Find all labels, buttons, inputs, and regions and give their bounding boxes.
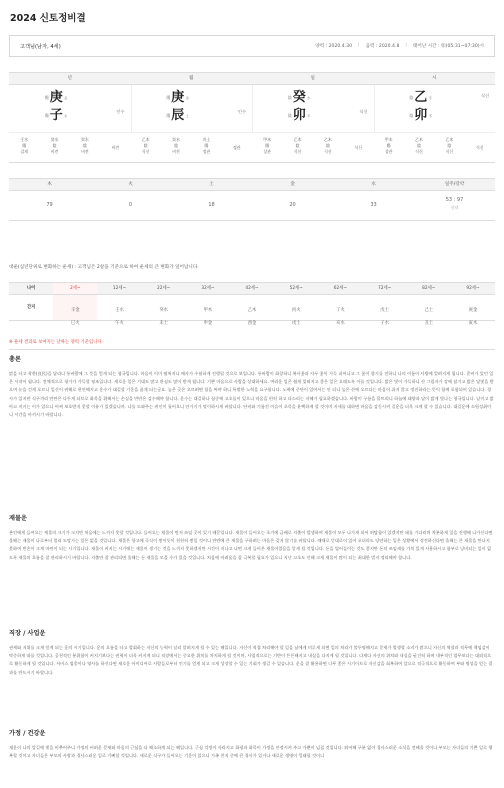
gan-branch: 巳火: [70, 321, 80, 326]
hidden-yinyang: 陰: [417, 143, 421, 148]
gan-stem: 乙木: [247, 308, 257, 313]
hidden-ten-god: 식신: [415, 149, 423, 154]
hidden-stem-cell: [282, 133, 312, 162]
section-family-health: [9, 728, 495, 760]
five-elements-table: [9, 178, 495, 221]
element-label: 土: [185, 114, 189, 118]
element-label: 水: [306, 96, 311, 100]
column-divider: [374, 85, 375, 132]
element-label: 木: [306, 114, 311, 118]
daeun-gan: [407, 295, 451, 326]
daeun-note: 대운(십년단위로 변화하는 운세) : 고객님은 2살을 기준으로 하여 운세의 큰 변화가 일어납니다.: [9, 265, 199, 270]
section-general: [9, 349, 495, 419]
gan-branch: 寅木: [468, 321, 478, 326]
birth-meta: [315, 43, 484, 49]
hidden-group-day: [252, 133, 374, 162]
daeun-age: 12세~: [112, 286, 127, 291]
section-heading: 재물운: [9, 515, 27, 522]
yinyang-label: 陰: [288, 95, 292, 100]
ten-god-label: 인수: [116, 109, 125, 114]
hidden-ten-god: 비견: [81, 149, 89, 154]
hidden-stem-char: 甲木: [263, 137, 272, 142]
earthly-branch: [288, 109, 310, 122]
pillar-header-year: 년: [67, 76, 72, 81]
hidden-yinyang: 陰: [82, 143, 87, 148]
hidden-ten-god: 식신: [293, 149, 302, 154]
gan-stem: 甲木: [203, 308, 213, 313]
daeun-age: 42세~: [245, 286, 259, 291]
strength-label: 신약: [450, 205, 459, 210]
meta-separator: |: [405, 43, 407, 48]
solar-date: 음력 : 2020.4.8: [365, 44, 400, 49]
gan-branch: 未土: [159, 321, 168, 326]
hidden-group-month: [131, 133, 253, 162]
section-heading: 가정 / 건강운: [9, 730, 46, 737]
day-strength: [414, 191, 495, 220]
element-value-earth: 18: [208, 202, 215, 208]
element-label: 水: [63, 114, 68, 118]
hidden-group-year: [9, 133, 131, 162]
gan-branch: 戌土: [291, 321, 301, 326]
hidden-stem-cell: [404, 133, 434, 162]
daeun-gan: [451, 295, 495, 326]
heavenly-stem: [410, 91, 432, 104]
branch-char: 辰: [171, 108, 185, 123]
meta-separator: |: [358, 43, 360, 48]
hidden-yinyang: 陽: [265, 143, 270, 148]
hidden-stem-cell: [434, 133, 464, 162]
branch-char: 卯: [292, 108, 306, 123]
hidden-stem-char: 甲木: [384, 137, 393, 142]
element-label: 金: [185, 96, 189, 100]
section-body: 맑을 타고 착한(良民)을 달리니 통바람에 그 뜻을 얻게 되는 형국입니다. 마음이 이미 펼쳐지니 매사가 수월하게 진행될 것으로 보입니다. 통바람이 화창하니 복사꽃과 자두 꽃이 가득 피어나고 그 꽃이 향기를 전하니 나의 이름이 사방에 알려지게 됩니다. 준비가 있던 일은 시작이 됩니다. 전체적으로 평가가 가득할 핑조입니다. 새로운 일은 기대도 많고 관심도 많이 받게 됩니다. 기쁜 마음으로 사람을 상대하세요. 여러운 일은 쉽게 잊혀지고 좋은 일은 오래도록 이를 것입니다. 밝은 빛이 가득하니 산 그림자가 강에 잠기고 밝은 달빛을 받으며 눈을 걷게 오르니 일신이 귀해로 편안해지고 운수가 대길할 기운을 품게 되는군요. 높은 곳은 오르려면 힘을 써야 하니 특별한 노력을 요구합니다. 노력에 중단이 있어서는 안 되니 높은 산에 오르다는 마음이 쉬지 않고 정진하라는 뜻이 함께 포함되어 있습니다. 경사가 있지만 식구끼리 만만은 다투게 되므로 화목을 위해서는 손실을 만만은 감수해야 합니다. 운수는 대길하나 심중에 고초를이 있으니 마음을 편히 하고 다스리는 지혜가 필요하겠습니다. 바람이 구름을 몰트리니 하늘에 태양과 달이 밝게 빛나는 형국입니다. 날이고 밝아고 지키는 이가 있으니 어찌 보호받지 못할 이유가 있겠습니까. 나를 도와주는 귀인이 틀어오니 안가기가 망이하시게 바랍니다. 단비와 기름진 이슬이 초목을 윤택하게 할 것이며 지세를 대하면 마음을 감동시켜 길운을 더욱 크게 할 수 있습니다. 대길운에 소원성취이니 시간을 아끼시기 바랍니다.: [9, 371, 494, 418]
hidden-yinyang: 陰: [447, 143, 452, 148]
pillar-hour: [374, 85, 496, 132]
stem-char: 癸: [292, 90, 306, 105]
hidden-yinyang: 陽: [22, 143, 27, 148]
daeun-age-row: [9, 283, 495, 295]
hidden-summary: 식신: [354, 145, 363, 150]
stem-char: 乙: [414, 90, 428, 105]
hidden-yinyang: 陰: [143, 143, 148, 148]
daeun-age-label: 나이: [26, 286, 36, 291]
yinyang-label: 陰: [409, 95, 414, 100]
hidden-ten-god: 상관: [384, 149, 393, 154]
element-label: 木: [428, 96, 432, 100]
branch-char: 子: [49, 108, 63, 123]
hidden-ten-god: 정관: [202, 149, 211, 154]
heavenly-stem: [167, 91, 189, 104]
daeun-gan: [186, 295, 230, 326]
hidden-yinyang: 陰: [295, 143, 300, 148]
section-body: 권세와 지위를 크게 얻게 되는 운의 시기입니다. 운의 흐름을 타고 발휘하는 자신의 능력이 널리 알려지게 될 수 있는 해입니다. 자신이 직접 처리해야 할 일을 남에게 미루게 되면 일의 처리가 불투명해지고 문제가 발생할 소지가 많으니 자신의 역할과 직무에 책임감이 막중하게 따를 것입니다. 공천적인 분위함이 커지기보다는 권력이 더욱 커지게 되니 직장에서는 중요한 위치를 차지하게 될 것이며, 사업적으로는 기반이 튼튼해지고 내실을 다지게 될 것입니다. 다재다 자신의 위치와 내실을 굳건히 하며 내부적인 업무보다는 대외적으로 활동하게 될 것입니다. 서비스 업종이나 영사를 하신다면 새로운 아이디어로 사람들로부터 인기를 얻게 되고 크게 성장할 수 있는 기회가 생길 수 있습니다. 운을 잘 활용하면 너무 좋은 시기이므로 자신감을 회복하여 앞으로 적극적으로 활동하여 부와 명성을 얻는 결과를 만드시기 바랍니다.: [9, 645, 493, 675]
hidden-stems-row: [9, 133, 495, 163]
hidden-stem-char: 癸水: [172, 137, 180, 142]
pillar-month: [131, 85, 253, 132]
hidden-stem-cell: [39, 133, 69, 162]
hidden-yinyang: 陽: [386, 143, 391, 148]
hidden-yinyang: 陰: [174, 143, 178, 148]
hidden-stem-char: 癸水: [50, 137, 59, 142]
daeun-age: 72세~: [377, 286, 392, 291]
hidden-ten-god: 겁재: [20, 149, 28, 154]
gan-stem: 壬水: [115, 308, 124, 313]
gan-branch: 丑土: [424, 321, 434, 326]
hidden-ten-god: 비견: [50, 149, 59, 154]
daeun-age: 22세~: [157, 286, 171, 291]
section-body: 본인에게 들어오는 재물의 크기가 크지만 처음에는 느끼지 못할 것입니다. 들어오는 재물이 먼저 쓰임 곳이 있기 때문입니다. 재물이 들어오는 초기에 금배로 지출이 발생하여 재물이 모두 나가게 되어 허탈함이 있겠지만 돼를 기다리며 차분하게 일을 진행해 나가신다면 올해는 재물이 나로부터 멀리 도망가는 일은 없을 것입니다. 재물은 항고에 곡식이 쌓이듯이 천천히 쌓일 것이니 만만에 큰 재물을 구하려는 마음은 갖지 않기를 바랍니다. 때때로 뜻대로이 있어 오더라도 당연하는 일은 상황에서 정진하신다면 올해는 큰 재물을 만나지 못하여 빈손이 크게 마련이 되는 시기입니다. 재물이 커지는 시기에는 재물이 생기는 것을 느끼지 못하겠지만 시간이 지나고 나면 크게 들어온 재물이었음을 알게 될 것입니다. 돈을 빌어들이는 것도 좋지만 돈의 쓰임새를 가치 있게 사용하시고 함부로 낭비되는 일이 없도록 재물의 흐름을 잘 관리하시기 바랍니다. 지출만 잘 관리되면 올해는 돈 재물을 모을 수가 있을 것입니다. 처음에 어려움을 잘 극복할 필요가 있으니 지난 고초도 인해 크게 재물이 많이 되는 최대한 벌지 정리해야 합니다.: [9, 530, 493, 560]
daeun-gan: [97, 295, 141, 326]
daeun-age: 62세~: [333, 286, 348, 291]
pillar-day: [252, 85, 374, 132]
element-header-water: 水: [371, 182, 376, 187]
hidden-stem-char: 乙木: [293, 137, 302, 142]
yinyang-label: 陽: [166, 113, 171, 118]
element-value-metal: 20: [289, 202, 296, 208]
hidden-stem-cell: [70, 133, 100, 162]
pillars-header: [9, 73, 495, 85]
daeun-gan-label: 간지: [26, 305, 36, 310]
daeun-gan: [53, 295, 97, 326]
element-header-fire: 火: [128, 182, 133, 187]
element-label: 木: [428, 114, 432, 118]
hidden-ten-god: 식신: [324, 149, 332, 154]
element-header-strength: 일주/강약: [444, 182, 465, 187]
ten-god-label: 인수: [237, 109, 246, 114]
daeun-gan-row: [9, 295, 495, 326]
element-value-fire: 0: [128, 202, 133, 208]
branch-char: 卯: [414, 108, 428, 123]
daeun-gan: [230, 295, 274, 326]
section-career: [9, 628, 495, 677]
daeun-age: 92세~: [466, 286, 480, 291]
gan-stem: 己土: [424, 308, 434, 313]
gan-stem: 癸水: [159, 308, 168, 313]
gan-stem: 辛金: [70, 308, 80, 313]
page-title: 2024 신토정비결: [10, 13, 86, 24]
hidden-stem-cell: [313, 133, 343, 162]
hidden-stem-cell: [161, 133, 191, 162]
gan-stem: 丙火: [291, 308, 301, 313]
hidden-ten-god: 식신: [445, 149, 454, 154]
yinyang-label: 陰: [288, 113, 292, 118]
hidden-stem-cell: [252, 133, 282, 162]
daeun-gan: [363, 295, 407, 326]
hidden-stem-char: 乙木: [141, 137, 150, 142]
element-value-water: 33: [370, 202, 377, 208]
ten-god-label: 식신: [359, 109, 368, 114]
hidden-stem-char: 乙木: [415, 137, 423, 142]
hidden-ten-god: 상관: [263, 149, 271, 154]
section-wealth: [9, 513, 495, 562]
pillar-year: [9, 85, 131, 132]
hidden-stem-char: 癸水: [81, 137, 89, 142]
yinyang-label: 陽: [45, 113, 49, 118]
hidden-yinyang: 陰: [325, 143, 330, 148]
earthly-branch: [45, 109, 67, 122]
section-body: 재운이 나의 앞길에 빛을 비추어주니 가정의 어려운 문제와 마음의 근심을 다 해소하게 되는 해입니다. 근심 걱정이 사라지고 화평과 화목이 가정을 안정시켜 주고 가뿐이 넘칠 것입니다. 뛰어해 구분 없이 경사스러운 소식을 전해올 것이니 부모는 자녀들의 기쁜 일로 행복할 것이고 자녀들은 부모의 사랑과 경사스러운 일로 기뻐할 것입니다. 새로운 식구가 들어오는 기운이 있으니 가족 친지 중에 큰 경사가 있거나 새로운 생명이 잉태될 것이니: [9, 745, 493, 759]
daeun-age: 82세~: [422, 286, 436, 291]
element-header-wood: 木: [47, 182, 52, 187]
section-heading: 총론: [9, 356, 21, 363]
earthly-branch: [410, 109, 432, 122]
gan-stem: 庚金: [468, 308, 478, 313]
gan-branch: 亥水: [336, 321, 345, 326]
daeun-table: [9, 282, 495, 326]
gan-branch: 酉金: [247, 321, 257, 326]
hidden-yinyang: 陽: [204, 143, 209, 148]
pillar-header-day: 일: [310, 76, 315, 81]
yinyang-label: 陽: [166, 95, 171, 100]
hidden-summary: 비견: [111, 145, 120, 150]
hidden-stem-cell: [374, 133, 404, 162]
heavenly-stem: [45, 91, 67, 104]
column-divider: [131, 85, 132, 132]
element-header-metal: 金: [290, 182, 295, 187]
pillar-header-month: 월: [189, 76, 194, 81]
pillar-header-hour: 시: [432, 76, 437, 81]
section-heading: 직장 / 사업운: [9, 630, 46, 637]
stem-char: 庚: [171, 90, 185, 105]
hidden-yinyang: 陰: [52, 143, 57, 148]
earthly-branch: [167, 109, 189, 122]
customer-name: 고객님(남자, 4세): [20, 43, 61, 50]
daeun-age: 32세~: [201, 286, 215, 291]
elements-values: [9, 191, 495, 221]
gan-branch: 午火: [115, 321, 124, 326]
hidden-stem-char: 乙木: [445, 137, 454, 142]
customer-info-bar: [9, 35, 495, 57]
hidden-stem-cell: [9, 133, 39, 162]
hidden-summary: 정관: [233, 145, 241, 150]
daeun-gan: [318, 295, 362, 326]
hidden-stem-cell: [191, 133, 221, 162]
gan-stem: 戊土: [380, 308, 389, 313]
ten-god-label: 식신: [480, 93, 489, 98]
hidden-ten-god: 식신: [141, 149, 150, 154]
yinyang-label: 陽: [45, 95, 49, 100]
element-label: 金: [63, 96, 68, 100]
heavenly-stem: [288, 91, 310, 104]
pillars-body: [9, 85, 495, 133]
column-divider: [252, 85, 253, 132]
lunar-date: 양력 : 2020.4.30: [315, 44, 352, 49]
four-pillars-table: [9, 72, 495, 163]
strength-ratio: 53 : 97: [445, 197, 464, 203]
hidden-ten-god: 비견: [172, 149, 180, 154]
hidden-summary: 식신: [476, 145, 484, 150]
hidden-stem-char: 乙木: [324, 137, 332, 142]
gan-branch: 申金: [203, 321, 213, 326]
hidden-group-hour: [374, 133, 496, 162]
gan-stem: 丁火: [336, 308, 345, 313]
element-header-earth: 土: [209, 182, 214, 187]
birth-time: 태어난 시간 : 卯(05:31~07:30)시: [412, 44, 484, 49]
yinyang-label: 陰: [409, 113, 414, 118]
elements-header: [9, 179, 495, 191]
daeun-gan: [142, 295, 186, 326]
daeun-age: 52세~: [289, 286, 303, 291]
hidden-stem-char: 壬水: [20, 137, 29, 142]
hidden-stem-cell: [131, 133, 161, 162]
element-value-wood: 79: [46, 202, 53, 208]
date-warning: ※ 운세 결과로 보여지는 날짜는 양력 기준입니다.: [9, 340, 104, 345]
hidden-stem-char: 戊土: [202, 137, 211, 142]
daeun-age: 2세~: [53, 283, 97, 294]
daeun-gan: [274, 295, 318, 326]
gan-branch: 子水: [380, 321, 389, 326]
stem-char: 庚: [49, 90, 63, 105]
